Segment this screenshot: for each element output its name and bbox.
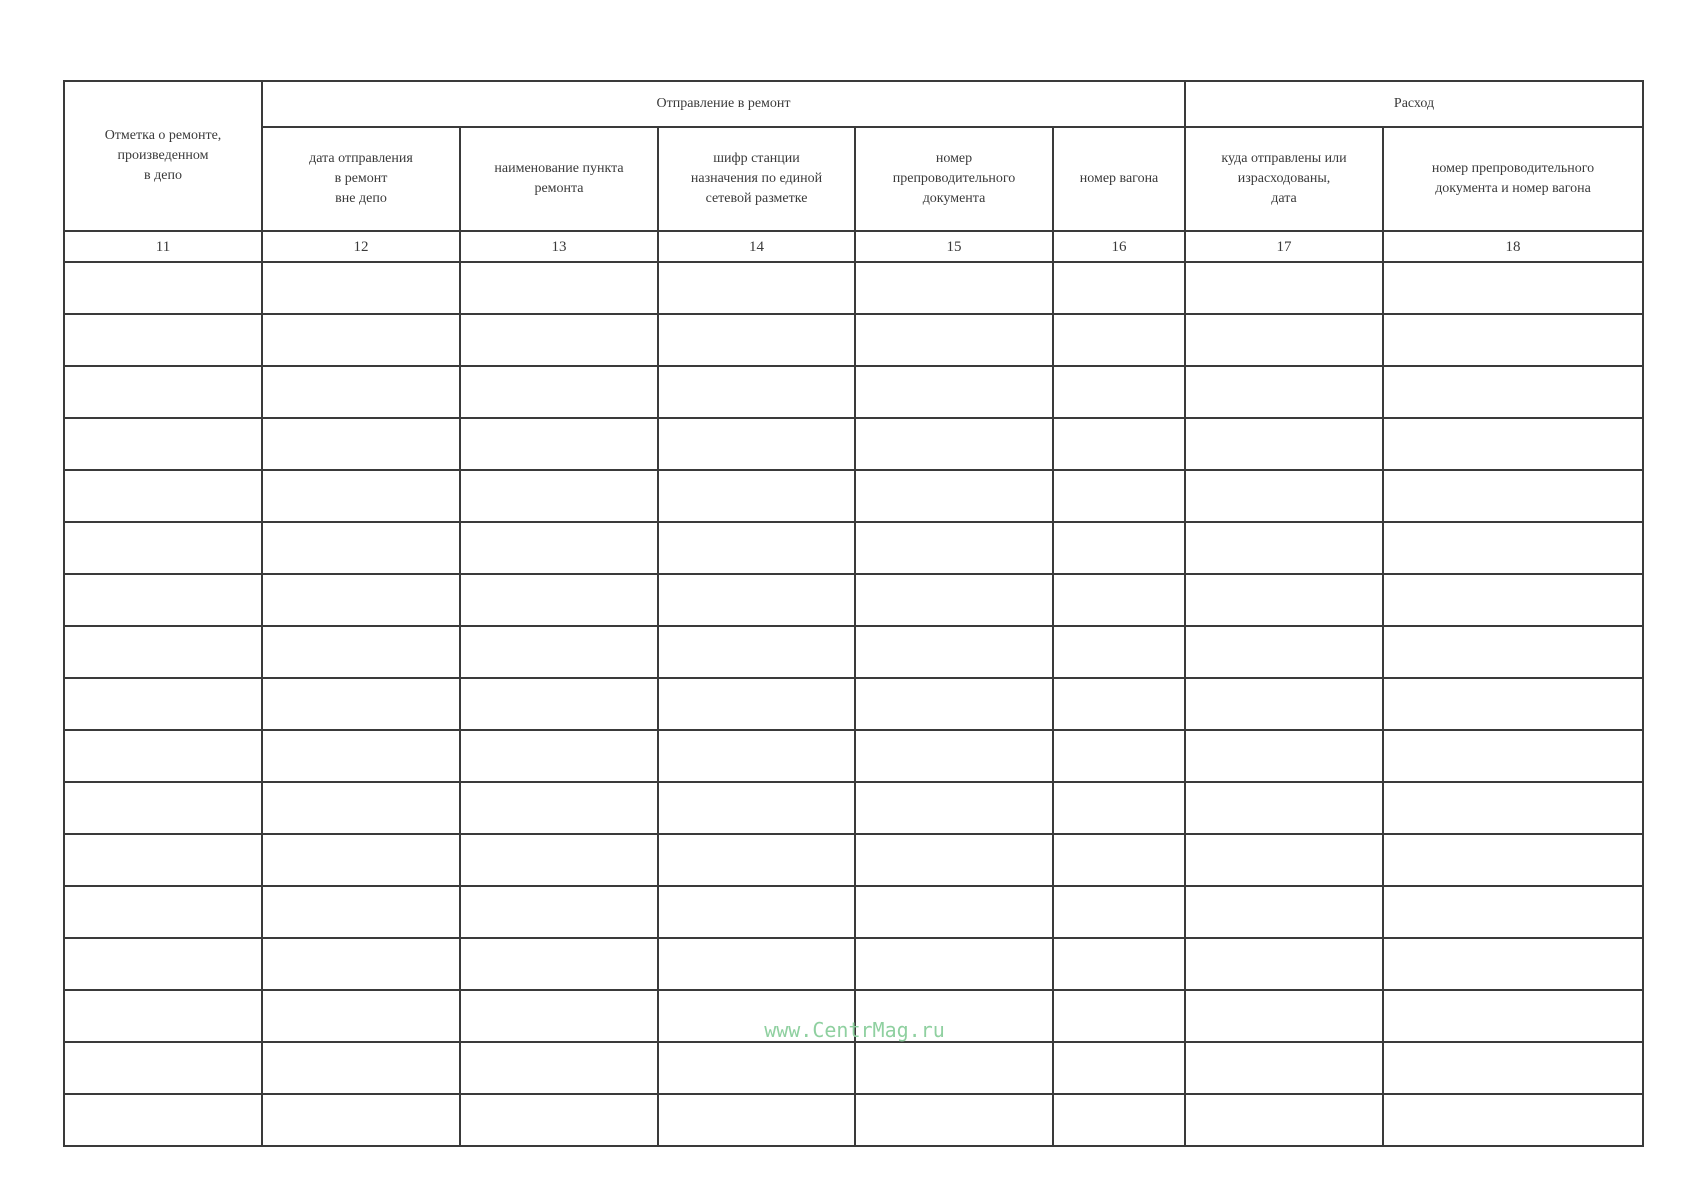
table-cell bbox=[262, 886, 460, 938]
table-cell bbox=[1383, 574, 1643, 626]
table-cell bbox=[262, 418, 460, 470]
table-cell bbox=[262, 470, 460, 522]
table-cell bbox=[64, 782, 262, 834]
table-cell bbox=[855, 418, 1053, 470]
table-cell bbox=[1383, 626, 1643, 678]
table-cell bbox=[1053, 834, 1185, 886]
table-cell bbox=[1185, 834, 1383, 886]
ledger-body bbox=[64, 262, 1643, 1146]
table-cell bbox=[1383, 782, 1643, 834]
column-number: 17 bbox=[1185, 231, 1383, 262]
table-row bbox=[64, 626, 1643, 678]
table-cell bbox=[262, 990, 460, 1042]
table-cell bbox=[262, 314, 460, 366]
table-cell bbox=[855, 574, 1053, 626]
table-row bbox=[64, 782, 1643, 834]
table-cell bbox=[1185, 418, 1383, 470]
table-cell bbox=[460, 366, 658, 418]
table-cell bbox=[1383, 262, 1643, 314]
table-cell bbox=[1383, 730, 1643, 782]
table-cell bbox=[1053, 938, 1185, 990]
table-cell bbox=[262, 366, 460, 418]
table-cell bbox=[1053, 1094, 1185, 1146]
header-document-number: номер препроводительного документа bbox=[855, 127, 1053, 231]
header-document-and-wagon: номер препроводительного документа и номер вагона bbox=[1383, 127, 1643, 231]
table-cell bbox=[460, 886, 658, 938]
header-wagon-number: номер вагона bbox=[1053, 127, 1185, 231]
table-cell bbox=[262, 574, 460, 626]
table-cell bbox=[262, 626, 460, 678]
table-cell bbox=[262, 1094, 460, 1146]
table-cell bbox=[262, 730, 460, 782]
table-cell bbox=[460, 314, 658, 366]
table-cell bbox=[460, 990, 658, 1042]
table-cell bbox=[658, 262, 855, 314]
table-cell bbox=[1383, 314, 1643, 366]
table-cell bbox=[64, 522, 262, 574]
table-cell bbox=[855, 834, 1053, 886]
table-cell bbox=[658, 938, 855, 990]
table-row bbox=[64, 522, 1643, 574]
table-cell bbox=[1383, 1094, 1643, 1146]
table-cell bbox=[855, 886, 1053, 938]
table-cell bbox=[64, 574, 262, 626]
table-cell bbox=[64, 834, 262, 886]
table-cell bbox=[262, 1042, 460, 1094]
table-cell bbox=[1053, 782, 1185, 834]
header-group-expense: Расход bbox=[1185, 81, 1643, 127]
table-cell bbox=[658, 782, 855, 834]
table-cell bbox=[855, 470, 1053, 522]
table-cell bbox=[1185, 1094, 1383, 1146]
table-cell bbox=[460, 470, 658, 522]
table-row bbox=[64, 366, 1643, 418]
header-group-dispatch: Отправление в ремонт bbox=[262, 81, 1185, 127]
table-cell bbox=[1383, 990, 1643, 1042]
table-cell bbox=[460, 626, 658, 678]
table-cell bbox=[1053, 730, 1185, 782]
table-cell bbox=[64, 366, 262, 418]
table-cell bbox=[1185, 1042, 1383, 1094]
table-cell bbox=[658, 626, 855, 678]
table-cell bbox=[855, 730, 1053, 782]
table-cell bbox=[460, 678, 658, 730]
table-cell bbox=[855, 522, 1053, 574]
table-row bbox=[64, 1042, 1643, 1094]
column-number: 14 bbox=[658, 231, 855, 262]
table-cell bbox=[1185, 730, 1383, 782]
table-cell bbox=[1185, 262, 1383, 314]
table-cell bbox=[64, 886, 262, 938]
column-number: 13 bbox=[460, 231, 658, 262]
table-cell bbox=[1185, 314, 1383, 366]
repair-ledger-table bbox=[63, 80, 1644, 1147]
table-cell bbox=[658, 574, 855, 626]
column-number: 11 bbox=[64, 231, 262, 262]
table-cell bbox=[658, 418, 855, 470]
table-cell bbox=[1053, 366, 1185, 418]
table-cell bbox=[1053, 522, 1185, 574]
table-cell bbox=[262, 262, 460, 314]
table-cell bbox=[855, 366, 1053, 418]
table-cell bbox=[1053, 574, 1185, 626]
table-cell bbox=[658, 886, 855, 938]
table-cell bbox=[460, 1042, 658, 1094]
table-cell bbox=[855, 1042, 1053, 1094]
table-cell bbox=[460, 262, 658, 314]
table-cell bbox=[658, 366, 855, 418]
table-cell bbox=[1185, 522, 1383, 574]
table-cell bbox=[1185, 574, 1383, 626]
table-cell bbox=[262, 522, 460, 574]
table-cell bbox=[1053, 470, 1185, 522]
table-row bbox=[64, 1094, 1643, 1146]
column-number-row bbox=[64, 231, 1643, 262]
header-dispatch-date: дата отправления в ремонт вне депо bbox=[262, 127, 460, 231]
column-number: 16 bbox=[1053, 231, 1185, 262]
table-cell bbox=[1053, 626, 1185, 678]
table-cell bbox=[1383, 522, 1643, 574]
table-cell bbox=[262, 678, 460, 730]
table-cell bbox=[64, 418, 262, 470]
table-cell bbox=[1185, 366, 1383, 418]
table-cell bbox=[460, 938, 658, 990]
table-cell bbox=[460, 522, 658, 574]
table-cell bbox=[64, 678, 262, 730]
table-cell bbox=[1383, 834, 1643, 886]
column-number: 15 bbox=[855, 231, 1053, 262]
table-cell bbox=[64, 470, 262, 522]
table-cell bbox=[658, 730, 855, 782]
table-cell bbox=[855, 1094, 1053, 1146]
header-row-columns bbox=[64, 127, 1643, 231]
table-cell bbox=[855, 626, 1053, 678]
table-cell bbox=[1053, 418, 1185, 470]
table-cell bbox=[855, 262, 1053, 314]
table-cell bbox=[1383, 366, 1643, 418]
table-cell bbox=[460, 834, 658, 886]
table-cell bbox=[64, 730, 262, 782]
table-row bbox=[64, 886, 1643, 938]
table-cell bbox=[1185, 938, 1383, 990]
table-row bbox=[64, 418, 1643, 470]
table-cell bbox=[855, 678, 1053, 730]
table-cell bbox=[1185, 782, 1383, 834]
header-repair-mark: Отметка о ремонте, произведенном в депо bbox=[64, 81, 262, 231]
table-cell bbox=[1053, 1042, 1185, 1094]
table-cell bbox=[658, 678, 855, 730]
table-cell bbox=[1383, 1042, 1643, 1094]
header-destination-date: куда отправлены или израсходованы, дата bbox=[1185, 127, 1383, 231]
table-cell bbox=[1053, 678, 1185, 730]
header-station-code: шифр станции назначения по единой сетевой разметке bbox=[658, 127, 855, 231]
table-cell bbox=[460, 574, 658, 626]
table-cell bbox=[64, 314, 262, 366]
table-cell bbox=[1053, 262, 1185, 314]
table-cell bbox=[1053, 314, 1185, 366]
table-cell bbox=[658, 834, 855, 886]
table-row bbox=[64, 730, 1643, 782]
table-row bbox=[64, 834, 1643, 886]
column-number: 12 bbox=[262, 231, 460, 262]
table-cell bbox=[658, 522, 855, 574]
header-row-groups bbox=[64, 81, 1643, 127]
header-repair-point: наименование пункта ремонта bbox=[460, 127, 658, 231]
table-cell bbox=[1185, 678, 1383, 730]
table-cell bbox=[262, 834, 460, 886]
table-cell bbox=[1383, 418, 1643, 470]
table-cell bbox=[1053, 886, 1185, 938]
table-cell bbox=[658, 314, 855, 366]
table-cell bbox=[1185, 886, 1383, 938]
table-row bbox=[64, 938, 1643, 990]
table-cell bbox=[855, 938, 1053, 990]
table-cell bbox=[855, 782, 1053, 834]
table-row bbox=[64, 470, 1643, 522]
table-row bbox=[64, 574, 1643, 626]
table-cell bbox=[64, 262, 262, 314]
table-cell bbox=[460, 730, 658, 782]
table-row bbox=[64, 262, 1643, 314]
table-cell bbox=[855, 314, 1053, 366]
table-cell bbox=[262, 782, 460, 834]
table-cell bbox=[1185, 990, 1383, 1042]
table-cell bbox=[460, 782, 658, 834]
table-cell bbox=[658, 1094, 855, 1146]
table-cell bbox=[1383, 886, 1643, 938]
table-cell bbox=[1383, 470, 1643, 522]
table-cell bbox=[1053, 990, 1185, 1042]
table-cell bbox=[460, 418, 658, 470]
table-cell bbox=[1383, 678, 1643, 730]
watermark-text: www.CentrMag.ru bbox=[764, 1018, 945, 1042]
table-row bbox=[64, 314, 1643, 366]
table-cell bbox=[658, 1042, 855, 1094]
table-row bbox=[64, 678, 1643, 730]
table-cell bbox=[460, 1094, 658, 1146]
column-number: 18 bbox=[1383, 231, 1643, 262]
table-cell bbox=[1185, 470, 1383, 522]
table-cell bbox=[64, 626, 262, 678]
table-cell bbox=[64, 990, 262, 1042]
table-cell bbox=[1383, 938, 1643, 990]
table-cell bbox=[64, 1042, 262, 1094]
table-cell bbox=[262, 938, 460, 990]
table-cell bbox=[64, 938, 262, 990]
table-cell bbox=[658, 470, 855, 522]
table-cell bbox=[1185, 626, 1383, 678]
table-cell bbox=[64, 1094, 262, 1146]
